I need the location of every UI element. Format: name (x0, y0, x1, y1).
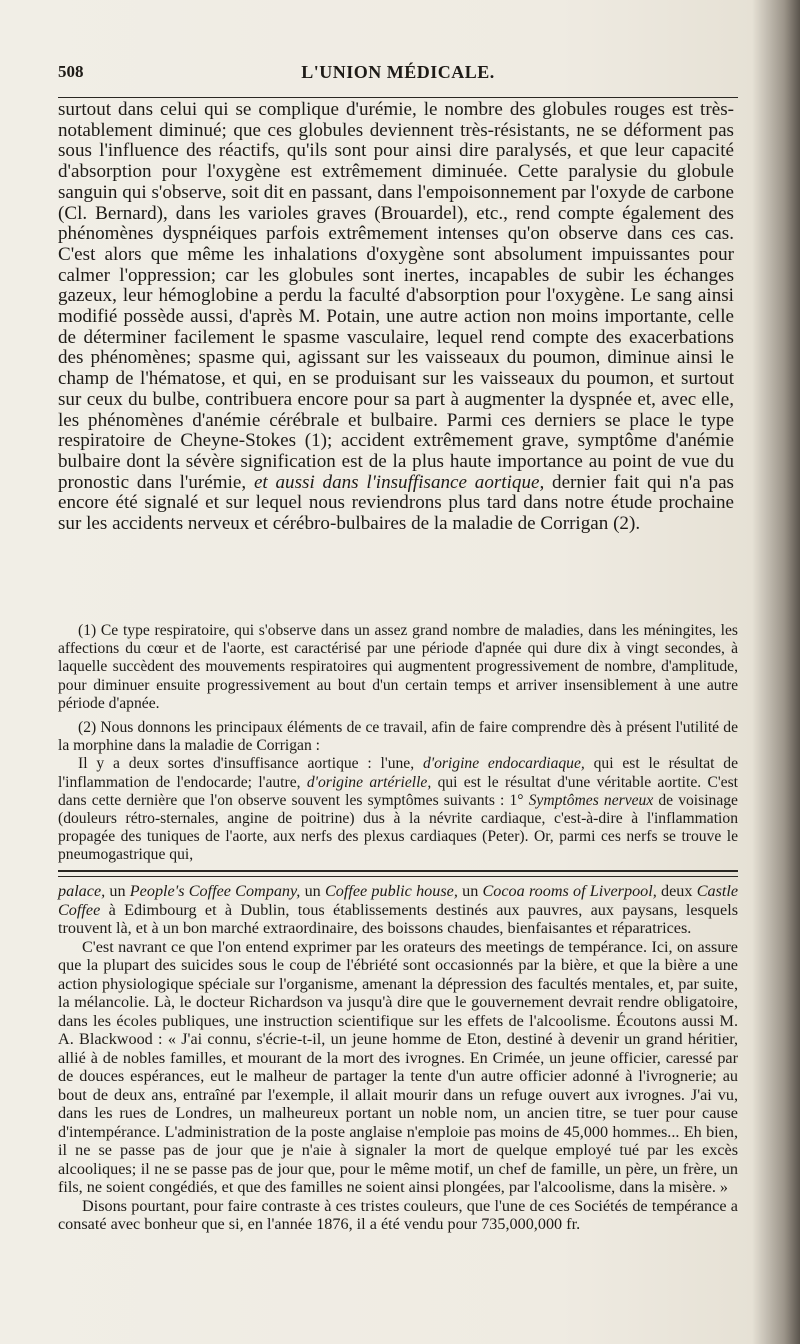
footnote-italic: d'origine artérielle, (306, 773, 432, 791)
journal-title: L'UNION MÉDICALE. (301, 62, 495, 82)
feuilleton-text-part: un (304, 882, 321, 900)
main-text-part: dernier fait qui n'a pas encore été signalé et sur lequel nous reviendrons plus tard dans notre étude prochaine sur les accidents nerveux et cérébro-bulbaires de la maladie de Corrigan (2). (58, 471, 734, 535)
feuilleton-italic: People's Coffee Company, (129, 882, 301, 900)
feuilleton-paragraph-1 (58, 882, 738, 938)
main-text-part: surtout dans celui qui se complique d'urémie, le nombre des globules rouges est très-notablement diminué; que ces globules deviennent très-résistants, ne se déforment pas sous l'influence des réactifs, qu'ils sont pour ainsi dire paralysés, et que leur capacité d'absorption pour l'oxygène est extrêmement diminuée. Cette paralysie du globule sanguin qui s'observe, soit dit en passant, dans l'empoisonnement par l'oxyde de carbone (Cl. Bernard), dans les varioles graves (Brouardel), etc., rend compte également des phénomènes dyspnéiques parfois extrêmement intenses qu'on observe dans ces cas. C'est alors que même les inhalations d'oxygène sont absolument impuissantes pour calmer l'oppression; car les globules sont inertes, incapables de subir les échanges gazeux, leur hémoglobine a perdu la faculté d'absorption pour l'oxygène. Le sang ainsi modifié possède aussi, d'après M. Potain, une autre action non moins importante, celle de déterminer facilement le spasme vasculaire, lequel rend compte des exacerbations des phénomènes; spasme qui, agissant sur les vaisseaux du poumon, diminue ainsi le champ de l'hématose, et qui, en se produisant sur les vaisseaux du poumon, et surtout sur ceux du bulbe, contribuera encore pour sa part à augmenter la dyspnée et, avec elle, les phénomènes d'anémie cérébrale et bulbaire. Parmi ces derniers se place le type respiratoire de Cheyne-Stokes (1); accident extrêmement grave, symptôme d'anémie bulbaire dont la sévère signification est de la plus haute importance au point de vue du pronostic dans l'urémie, (58, 99, 734, 493)
feuilleton-italic: palace, (58, 882, 106, 900)
footnote-text: qui est le résultat d'une véritable aortite. C'est dans cette dernière que l'on observe souvent les symptômes suivants : 1° (58, 773, 738, 809)
feuilleton-text (58, 882, 738, 1234)
page-number: 508 (58, 62, 84, 81)
feuilleton-italic: Cocoa rooms of Liverpool, (482, 882, 657, 900)
feuilleton-italic: Coffee public house, (324, 882, 458, 900)
feuilleton-italic: Castle Coffee (58, 882, 739, 919)
footnote-1: (1) Ce type respiratoire, qui s'observe dans un assez grand nombre de maladies, dans les méningites, les affections du cœur et de l'aorte, est caractérisé par une période d'apnée qui dure dix à vingt secondes, à laquelle succèdent des mouvements respiratoires qui augmentent progressivement de nombre, d'amplitude, pour diminuer ensuite progressivement au bout d'un certain temps et arriver insensiblement à une autre période d'apnée. (58, 622, 738, 712)
page-header (58, 62, 738, 88)
feuilleton-paragraph-2: C'est navrant ce que l'on entend exprimer par les orateurs des meetings de tempérance. Ici, on assure que la plupart des suicides sous le coup de l'ébriété sont occasionnés par la bière, et que la bière a une action physiologique spéciale sur l'organisme, amenant la dépression des facultés mentales, et, par suite, la mélancolie. Là, le docteur Richardson va jusqu'à dire que le gouvernement devrait rendre obligatoire, dans les écoles publiques, une instruction scientifique sur les effets de l'alcoolisme. Écoutons aussi M. A. Blackwood : « J'ai connu, s'écrie-t-il, un jeune homme de Eton, destiné à devenir un grand héritier, allié à de nobles familles, et mourant de la mort des ivrognes. En Crimée, un jeune officier, caressé par de douces espérances, eut le malheur de partager la tente d'un autre officier adonné à l'ivrognerie; au bout de deux ans, entraîné par l'exemple, il allait mourir dans un refuge ouvert aux ivrognes. J'ai vu, dans les rues de Londres, un malheureux portant un noble nom, un ancien titre, se tuer pour cause d'intempérance. L'administration de la poste anglaise n'emploie pas moins de 45,000 hommes... Eh bien, il ne se passe pas de jour que je n'aie à signaler la mort de quelque employé tué par les excès alcooliques; il ne se passe pas de jour que, pour le même motif, un chef de famille, un père, un frère, un fils, ne soient congédiés, et que des familles ne soient ainsi plongées, par l'alcoolisme, dans la misère. » (58, 937, 738, 1196)
feuilleton-text-part: à Edimbourg et à Dublin, tous établissements destinés aux pauvres, aux paysans, lesquels trouvent là, et à un bon marché extraordinaire, des boissons chaudes, bienfaisantes et réparatrices. (58, 900, 738, 937)
header-rule (58, 97, 738, 98)
footnote-italic: Symptômes nerveux (528, 791, 654, 809)
footnote-text: qui est le résultat de l'inflammation de l'endocarde; l'autre, (58, 755, 739, 791)
main-text-italic: et aussi dans l'insuffisance aortique, (253, 471, 545, 493)
footnote-2: (2) Nous donnons les principaux éléments de ce travail, afin de faire comprendre dès à présent l'utilité de la morphine dans la maladie de Corrigan : (58, 719, 738, 755)
footnote-text: Il y a deux sortes d'insuffisance aortique : l'une, (78, 755, 415, 773)
feuilleton-text-part: un (462, 882, 479, 900)
feuilleton-text-part: un (109, 882, 126, 900)
feuilleton-text-part: deux (661, 882, 693, 900)
footnote-2-continued (58, 755, 738, 864)
main-paragraph (58, 100, 734, 535)
feuilleton-divider (58, 870, 738, 877)
main-article-text (58, 100, 734, 535)
feuilleton-paragraph-3: Disons pourtant, pour faire contraste à ces tristes couleurs, que l'une de ces Sociétés de tempérance a consaté avec bonheur que si, en l'année 1876, il a été vendu pour 735,000,000 fr. (58, 1196, 738, 1233)
footnote-text: de voisinage (douleurs rétro-sternales, angine de poitrine) dus à la névrite cardiaque, c'est-à-dire à l'inflammation propagée des tuniques de l'aorte, aux nerfs des plexus cardiaques (Peter). Or, parmi ces nerfs se trouve le pneumogastrique qui, (58, 791, 738, 864)
footnote-italic: d'origine endocardiaque, (422, 755, 585, 773)
footnotes (58, 622, 738, 865)
